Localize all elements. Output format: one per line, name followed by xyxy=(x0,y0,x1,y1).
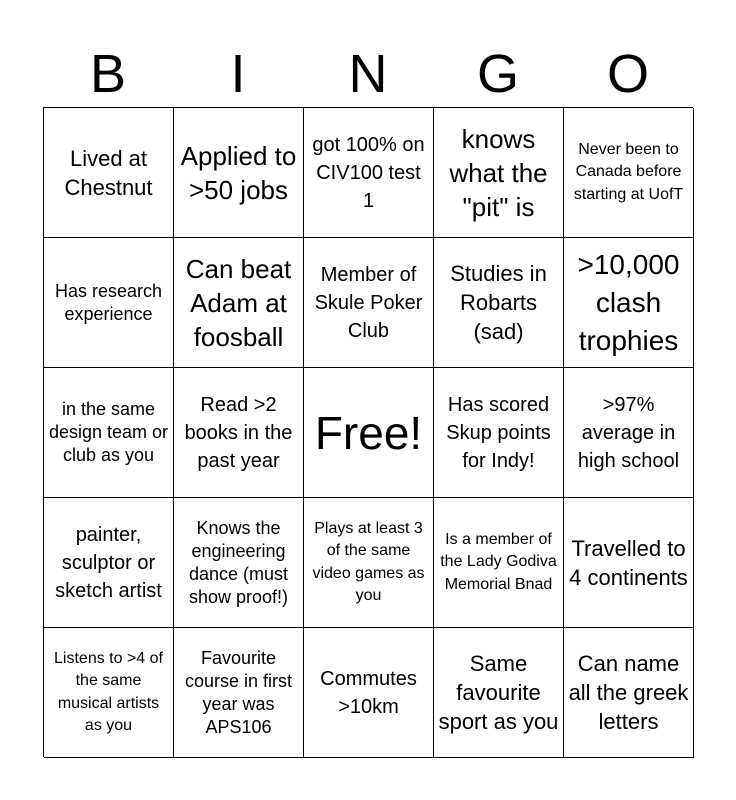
cell-text: knows what the "pit" is xyxy=(449,123,548,222)
header-letter-n: N xyxy=(348,44,388,104)
bingo-grid xyxy=(43,107,693,757)
bingo-cell[interactable] xyxy=(434,238,564,368)
cell-text: Free! xyxy=(314,406,423,459)
bingo-cell[interactable] xyxy=(44,238,174,368)
bingo-cell[interactable] xyxy=(174,628,304,758)
header-letter-b: B xyxy=(89,44,127,104)
bingo-cell[interactable] xyxy=(174,498,304,628)
cell-text: Travelled to 4 continents xyxy=(569,535,688,590)
cell-text: Read >2 books in the past year xyxy=(184,393,293,472)
bingo-cell[interactable] xyxy=(434,368,564,498)
cell-text: Same favourite sport as you xyxy=(438,651,559,734)
bingo-cell[interactable] xyxy=(564,238,694,368)
cell-text: Favourite course in first year was APS106 xyxy=(184,647,293,737)
cell-text: Lived at Chestnut xyxy=(64,145,153,200)
bingo-cell[interactable] xyxy=(434,628,564,758)
cell-text: Never been to Canada before starting at UofT xyxy=(573,140,684,203)
cell-text: Can beat Adam at foosball xyxy=(185,253,292,352)
cell-text: Commutes >10km xyxy=(320,667,417,718)
bingo-cell[interactable] xyxy=(174,238,304,368)
cell-text: Knows the engineering dance (must show proof!) xyxy=(188,517,289,607)
bingo-header xyxy=(43,40,693,108)
bingo-cell[interactable] xyxy=(304,108,434,238)
cell-text: Plays at least 3 of the same video games as you xyxy=(312,519,425,604)
bingo-cell[interactable] xyxy=(174,368,304,498)
header-letter-g: G xyxy=(476,44,519,104)
cell-text: got 100% on CIV100 test 1 xyxy=(312,133,425,212)
bingo-cell[interactable] xyxy=(564,498,694,628)
cell-text: Studies in Robarts (sad) xyxy=(450,261,547,344)
bingo-cell[interactable] xyxy=(44,368,174,498)
bingo-cell[interactable] xyxy=(564,368,694,498)
bingo-cell[interactable] xyxy=(44,108,174,238)
free-space[interactable] xyxy=(304,368,434,498)
cell-text: Has research experience xyxy=(54,280,163,324)
bingo-cell[interactable] xyxy=(304,628,434,758)
cell-text: painter, sculptor or sketch artist xyxy=(55,523,162,602)
bingo-cell[interactable] xyxy=(434,498,564,628)
cell-text: in the same design team or club as you xyxy=(48,399,169,465)
bingo-cell[interactable] xyxy=(44,498,174,628)
bingo-cell[interactable] xyxy=(564,628,694,758)
cell-text: Has scored Skup points for Indy! xyxy=(446,393,551,472)
cell-text: Listens to >4 of the same musical artists as you xyxy=(54,649,163,734)
header-letter-o: O xyxy=(606,44,649,104)
bingo-cell[interactable] xyxy=(304,238,434,368)
bingo-cell[interactable] xyxy=(44,628,174,758)
bingo-cell[interactable] xyxy=(304,498,434,628)
bingo-cell[interactable] xyxy=(434,108,564,238)
cell-text: >10,000 clash trophies xyxy=(577,248,680,356)
cell-text: Member of Skule Poker Club xyxy=(314,263,423,342)
cell-text: >97% average in high school xyxy=(577,393,680,472)
bingo-cell[interactable] xyxy=(174,108,304,238)
bingo-cell[interactable] xyxy=(564,108,694,238)
header-letter-i: I xyxy=(230,44,246,104)
cell-text: Can name all the greek letters xyxy=(568,651,689,734)
cell-text: Applied to >50 jobs xyxy=(180,140,297,205)
cell-text: Is a member of the Lady Godiva Memorial Bnad xyxy=(440,530,557,593)
